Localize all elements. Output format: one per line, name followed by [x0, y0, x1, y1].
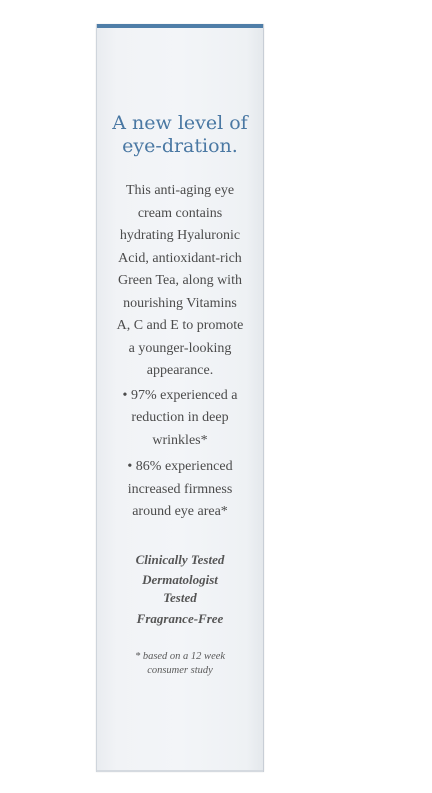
description-line: A, C and E to promote [116, 318, 244, 333]
headline [97, 112, 263, 158]
headline-line: eye-dration. [122, 135, 238, 157]
footnote-line: * based on a 12 week [134, 651, 226, 662]
bullet-line: • 86% experienced [127, 459, 233, 474]
product-claims [97, 551, 263, 628]
bullet-line: increased firmness [127, 481, 233, 497]
claim-tested: Tested [163, 590, 197, 605]
description-line: This anti-aging eye [125, 183, 235, 198]
bullet-line: wrinkles* [152, 432, 208, 448]
footnote [97, 650, 263, 678]
description-line: hydrating Hyaluronic [119, 228, 241, 243]
bullet-wrinkles [107, 385, 253, 453]
bullet-line: around eye area* [132, 504, 228, 519]
bullet-firmness [107, 456, 253, 524]
bullet-line: reduction in deep [131, 410, 229, 425]
claim-fragrance-free: Fragrance-Free [136, 611, 224, 626]
description-line: Acid, antioxidant-rich [118, 250, 242, 266]
product-description [107, 180, 253, 524]
description-line: cream contains [137, 205, 223, 221]
box-bottom-edge [97, 770, 263, 772]
description-line: nourishing Vitamins [123, 295, 237, 311]
description-line: appearance. [146, 363, 214, 378]
claim-dermatologist: Dermatologist [142, 572, 218, 587]
product-box-side-panel [96, 24, 264, 772]
box-top-accent-stripe [97, 24, 263, 28]
description-line: a younger-looking [128, 340, 232, 356]
footnote-line: consumer study [147, 665, 213, 676]
headline-line: A new level of [112, 112, 248, 134]
description-line: Green Tea, along with [118, 273, 242, 288]
bullet-line: • 97% experienced a [122, 387, 238, 403]
claim-clinically-tested: Clinically Tested [135, 552, 225, 567]
